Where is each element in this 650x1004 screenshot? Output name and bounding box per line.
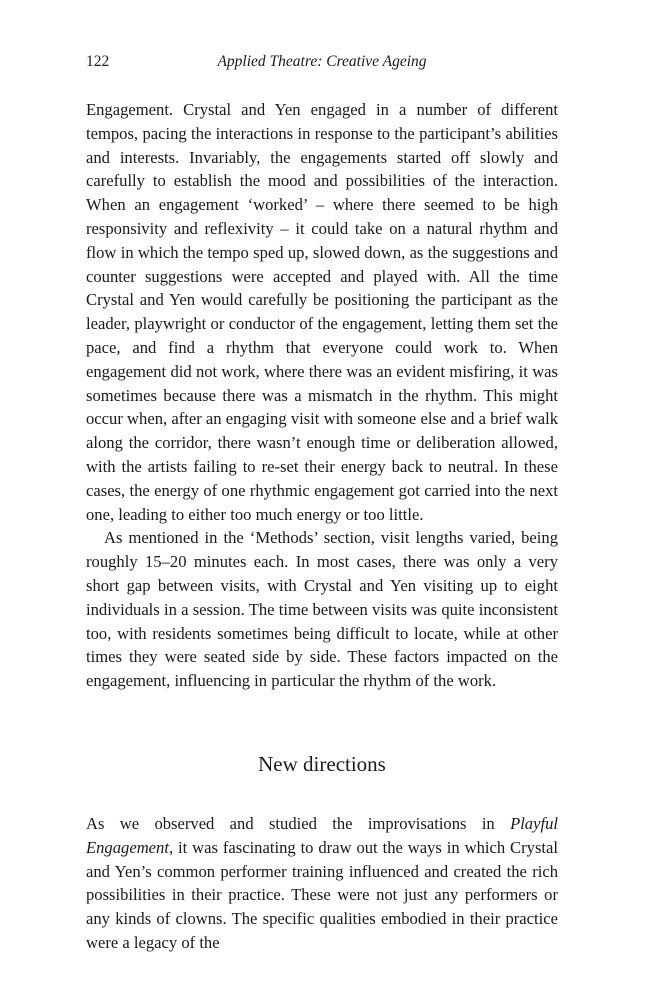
work-title-emphasis: Playful Engagement xyxy=(86,813,558,857)
paragraph-1: Engagement. Crystal and Yen engaged in a number of different tempos, pacing the interactions in response to the participant’s abilities and interests. Invariably, the engagements started off slowly and carefully to establish the mood and possibilities of the interaction. When an engagement ‘worked’ – where there seemed to be high responsivity and reflexivity – it could take on a natural rhythm and flow in which the tempo sped up, slowed down, as the suggestions and counter suggestions were accepted and played with. All the time Crystal and Yen would carefully be positioning the participant as the leader, playwright or conductor of the engagement, letting them set the pace, and find a rhythm that everyone could work to. When engagement did not work, where there was an evident misfiring, it was sometimes because there was a mismatch in the rhythm. This might occur when, after an engaging visit with someone else and a brief walk along the corridor, there wasn’t enough time or deliberation allowed, with the artists failing to re-set their energy back to neutral. In these cases, the energy of one rhythmic engagement got carried into the next one, leading to either too much energy or too little. xyxy=(86,100,558,524)
paragraph-3-text-start: As we observed and studied the improvisations in xyxy=(86,813,511,833)
paragraph-3 xyxy=(86,812,558,955)
body-text xyxy=(86,98,558,955)
page-number: 122 xyxy=(86,53,110,70)
paragraph-2: As mentioned in the ‘Methods’ section, visit lengths varied, being roughly 15–20 minutes each. In most cases, there was only a very short gap between visits, with Crystal and Yen visiting up to eight individuals in a session. The time between visits was quite inconsistent too, with residents sometimes being difficult to locate, while at other times they were seated side by side. These factors impacted on the engagement, influencing in particular the rhythm of the work. xyxy=(86,528,558,691)
running-title: Applied Theatre: Creative Ageing xyxy=(217,53,427,70)
page-header xyxy=(86,50,558,74)
paragraph-3-text-end: , it was fascinating to draw out the ways in which Crystal and Yen’s common performer training influenced and created the rich possibilities in their practice. These were not just any performers or any kinds of clowns. The specific qualities embodied in their practice were a legacy of the xyxy=(86,837,558,952)
section-heading: New directions xyxy=(258,751,386,776)
